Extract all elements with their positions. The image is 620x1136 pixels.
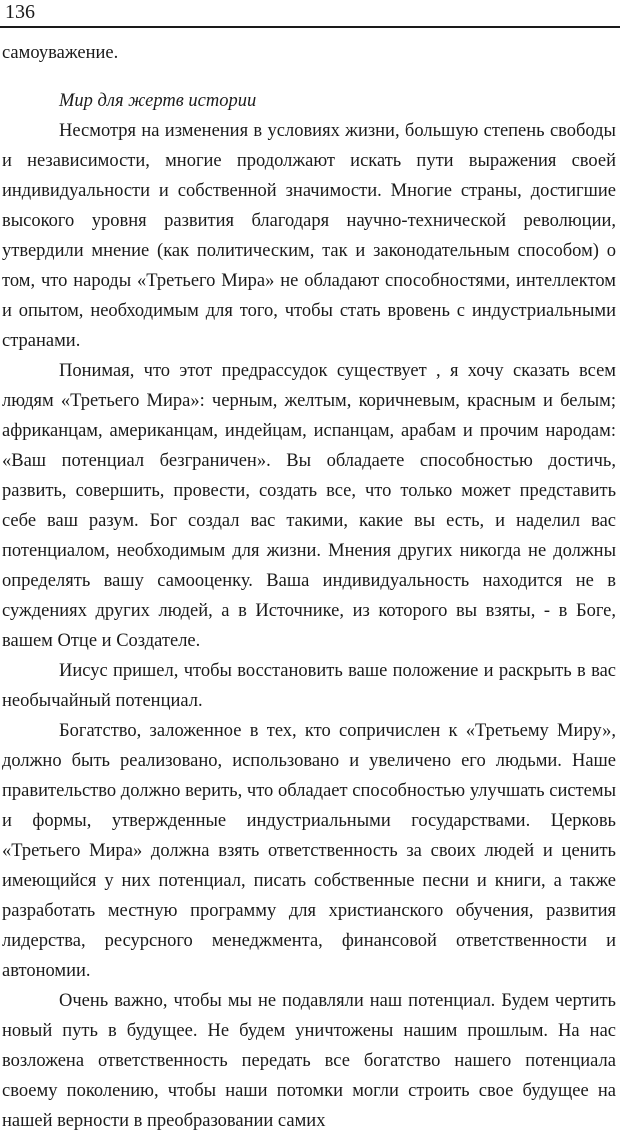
carryover-line: самоуважение. xyxy=(2,43,119,63)
body-text xyxy=(2,38,616,1136)
section-title: Мир для жертв истории xyxy=(59,91,257,111)
paragraph: Понимая, что этот предрассудок существует , я хочу сказать всем людям «Третьего Мира»: черным, желтым, коричневым, красным и белым; африканцам, американцам, индейцам, испанцам, арабам и прочим народам: «Ваш потенциал безграничен». Вы обладаете способностью достичь, развить, совершить, провести, создать все, что только может представить себе ваш разум. Бог создал вас такими, какие вы есть, и наделил вас потенциалом, необходимым для жизни. Мнения других никогда не должны определять вашу самооценку. Ваша индивидуальность находится не в суждениях других людей, а в Источнике, из которого вы взяты, - в Боге, вашем Отце и Создателе. xyxy=(2,361,616,651)
header-rule xyxy=(0,26,620,28)
paragraph: Богатство, заложенное в тех, кто сопричислен к «Третьему Миру», должно быть реализовано, использовано и увеличено его людьми. Наше правительство должно верить, что обладает способностью улучшать системы и формы, утвержденные индустриальными государствами. Церковь «Третьего Мира» должна взять ответственность за своих людей и ценить имеющийся у них потенциал, писать собственные песни и книги, а также разработать местную программу для христианского обучения, развития лидерства, ресурсного менеджмента, финансовой ответственности и автономии. xyxy=(2,721,616,981)
page-number: 136 xyxy=(5,1,35,23)
paragraph: Очень важно, чтобы мы не подавляли наш потенциал. Будем чертить новый путь в будущее. Не будем уничтожены нашим прошлым. На нас возложена ответственность передать все богатство нашего потенциала своему поколению, чтобы наши потомки могли строить свое будущее на нашей верности в преобразовании самих xyxy=(2,991,616,1131)
paragraph: Несмотря на изменения в условиях жизни, большую степень свободы и независимости, многие продолжают искать пути выражения своей индивидуальности и собственной значимости. Многие страны, достигшие высокого уровня развития благодаря научно-технической революции, утвердили мнение (как политическим, так и законодательным способом) о том, что народы «Третьего Мира» не обладают способностями, интеллектом и опытом, необходимым для того, чтобы стать вровень с индустриальными странами. xyxy=(2,121,616,351)
paragraph: Иисус пришел, чтобы восстановить ваше положение и раскрыть в вас необычайный потенциал. xyxy=(2,661,616,711)
